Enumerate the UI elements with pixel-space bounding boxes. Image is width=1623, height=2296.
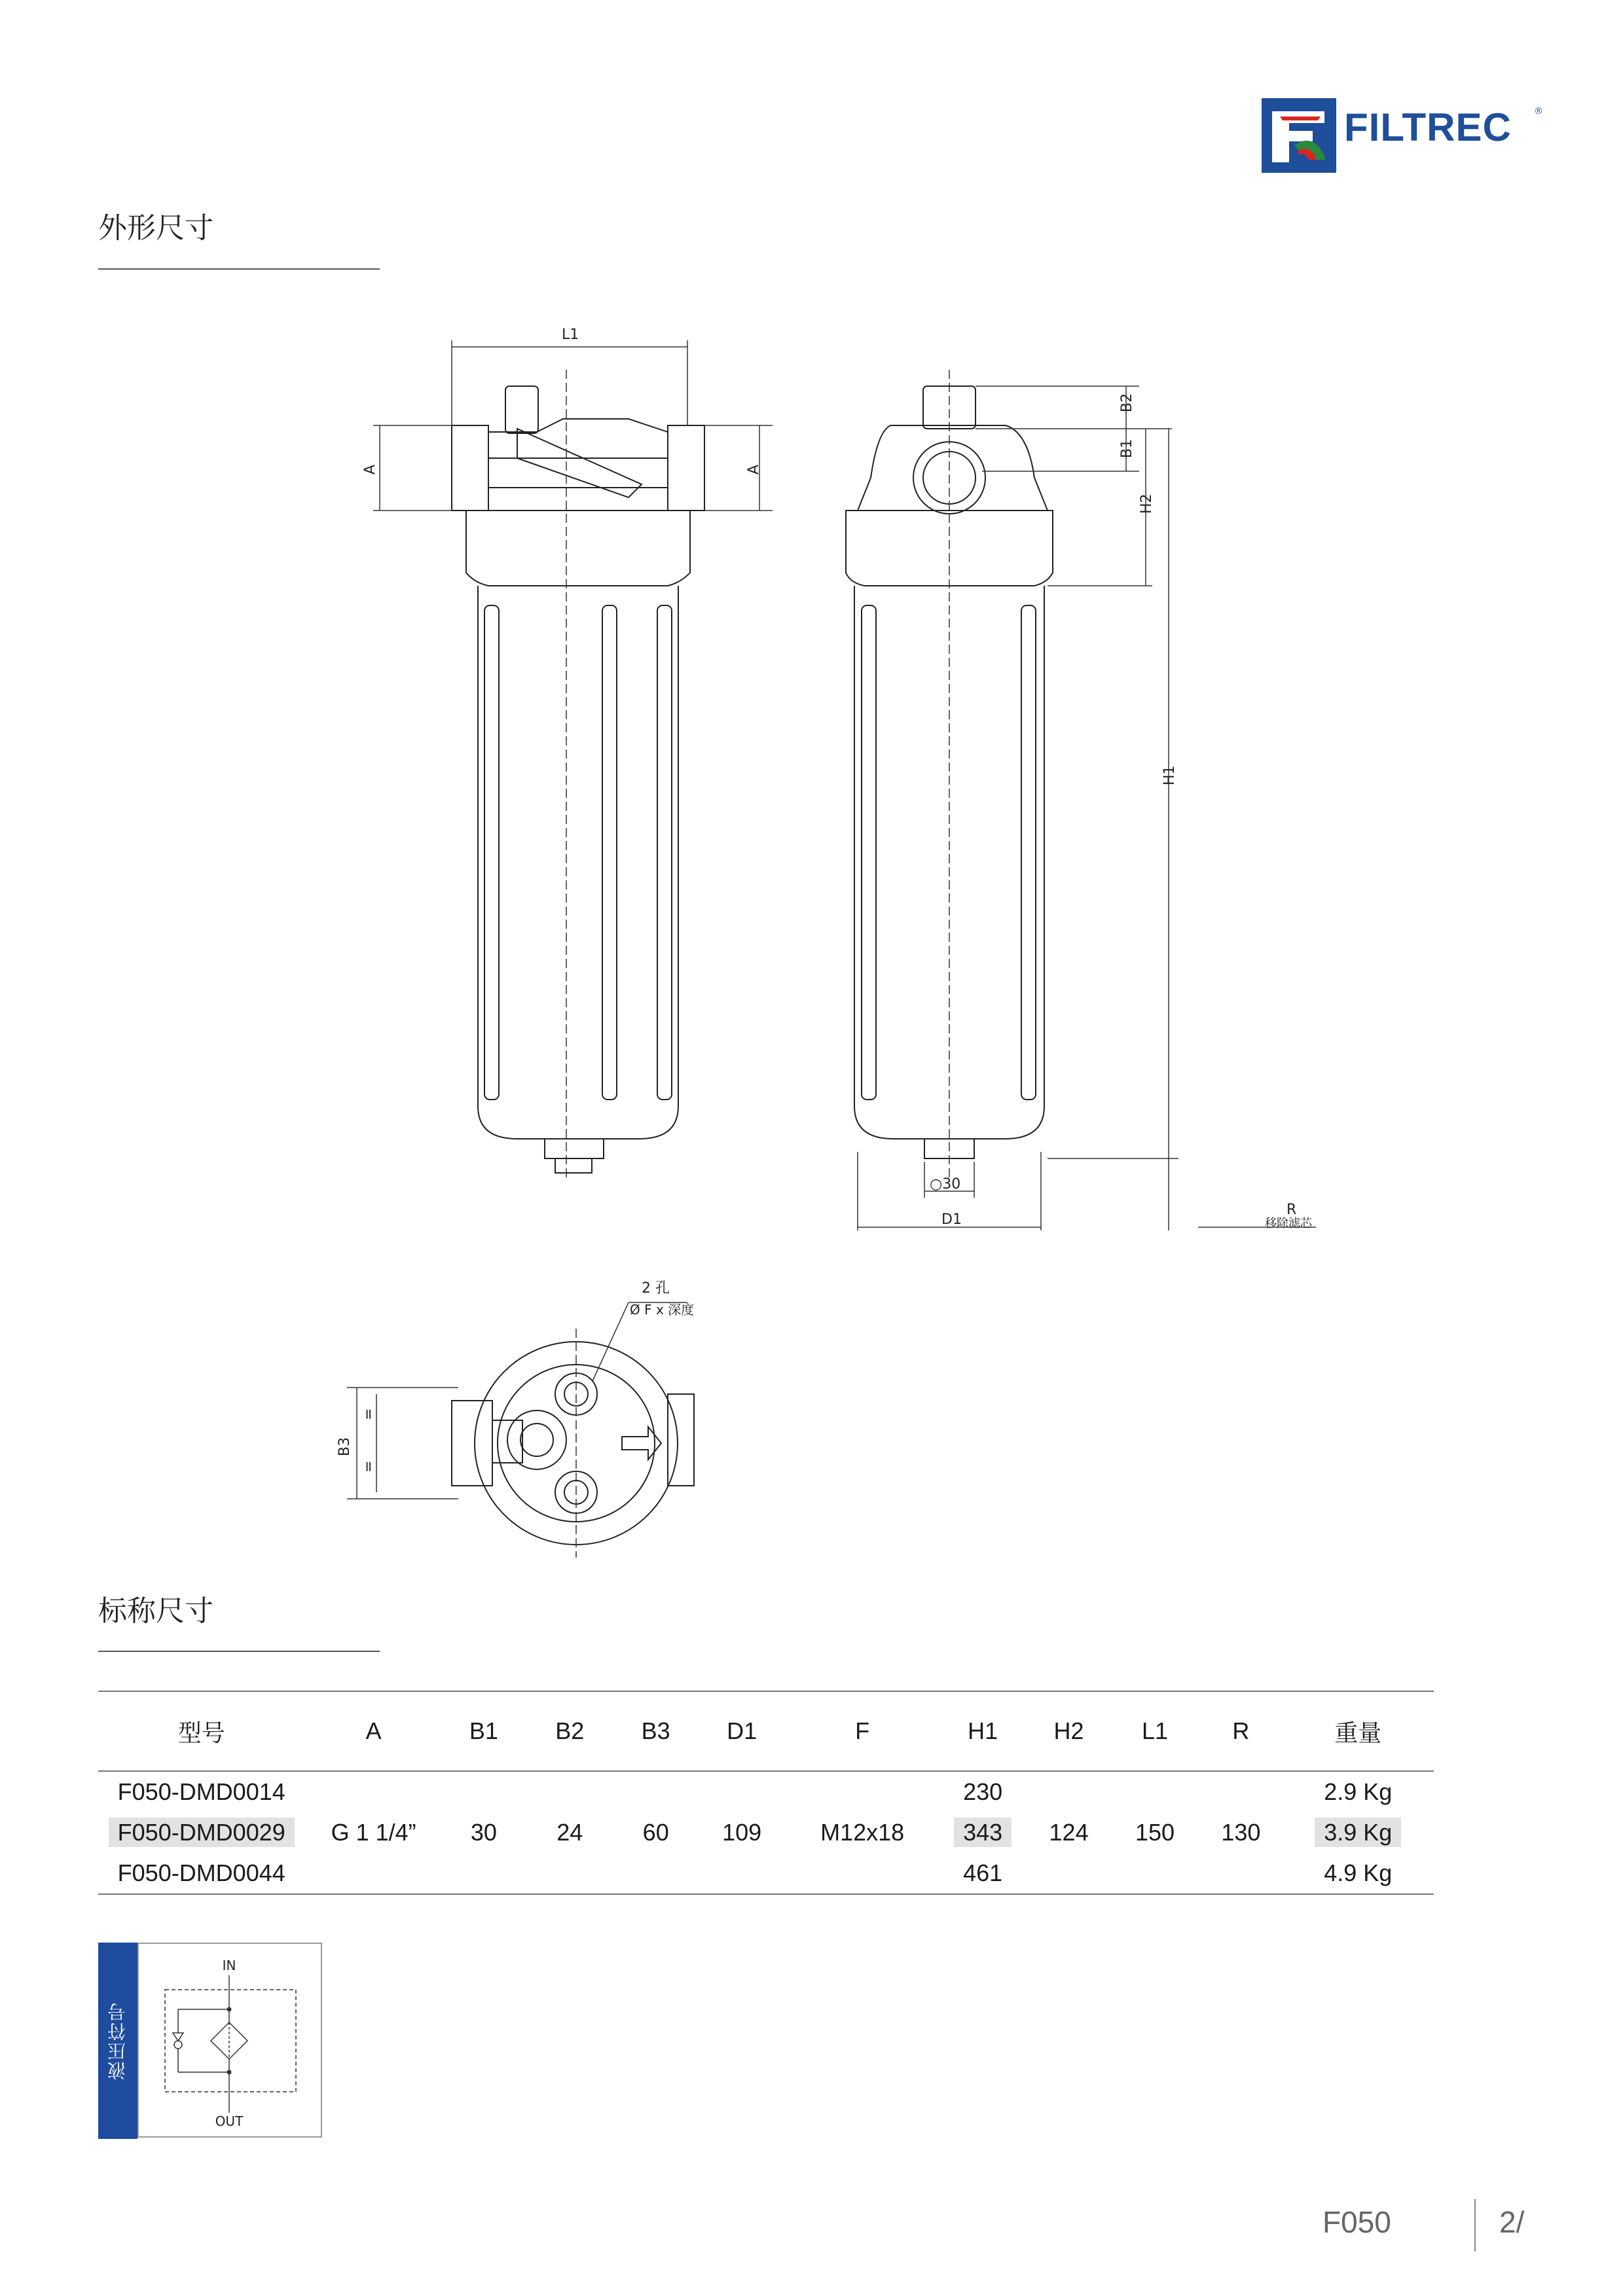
col-header: B3 [615,1691,697,1771]
h1-cell: 230 [963,1778,1003,1805]
footer-product-code: F050 [1322,2205,1391,2239]
hole-thread-note: Ø F x 深度 [630,1302,695,1318]
f-cell: M12x18 [820,1819,905,1846]
model-cell: F050-DMD0029 [109,1818,295,1847]
hydraulic-symbol-label: 液压符号 [107,2001,128,2080]
col-header: 重量 [1283,1691,1434,1771]
col-header: A [304,1691,442,1771]
table-header-row [98,1691,1434,1771]
col-header: F [786,1691,938,1771]
weight-cell: 3.9 Kg [1315,1818,1401,1847]
symbol-in-label: IN [222,1958,236,1973]
dim-eq-top: = [361,1408,377,1420]
a-cell: G 1 1/4” [331,1819,416,1846]
dim-remove-note: 移除滤芯 [1265,1217,1312,1230]
l1-cell: 150 [1135,1819,1175,1846]
nominal-title: 标称尺寸 [98,1594,213,1628]
model-cell: F050-DMD0014 [117,1778,285,1805]
dim-a-right: A [746,464,762,475]
dimensions-title: 外形尺寸 [98,211,213,245]
table-row [98,1771,1434,1812]
col-header: B2 [525,1691,615,1771]
b3-cell: 60 [642,1819,669,1846]
footer-page-number: 2/ [1499,2205,1525,2239]
dim-d1: D1 [941,1211,962,1228]
nominal-title-rule [98,1651,380,1652]
b2-cell: 24 [556,1819,583,1846]
h2-cell: 124 [1049,1819,1089,1846]
bottom-view [452,1342,694,1545]
dim-r: R [1286,1202,1297,1218]
dim-eq-bottom: = [361,1460,377,1473]
h1-cell: 343 [954,1818,1012,1847]
dim-h2: H2 [1139,493,1155,514]
front-view [452,386,704,1173]
brand-name: FILTREC [1344,105,1512,149]
col-header: R [1199,1691,1282,1771]
dim-b1: B1 [1119,439,1135,458]
hole-count-note: 2 孔 [642,1280,670,1297]
dim-l1: L1 [562,327,579,343]
model-cell: F050-DMD0044 [98,1853,304,1894]
weight-cell: 4.9 Kg [1283,1853,1434,1894]
hydraulic-symbol-box [137,1943,322,2138]
r-cell: 130 [1221,1819,1261,1846]
col-header: 型号 [98,1691,304,1771]
table-row [98,1853,1434,1894]
h1-cell: 461 [938,1853,1028,1894]
dim-b2: B2 [1119,393,1135,412]
table-row [98,1812,1434,1853]
dim-a-left: A [362,464,378,475]
registered-mark: ® [1534,106,1543,117]
footer-divider [1474,2199,1476,2251]
hydraulic-symbol-tab [98,1943,137,2139]
dim-dia30: ○30 [930,1176,961,1193]
col-header: L1 [1110,1691,1200,1771]
dim-h1: H1 [1161,765,1178,785]
col-header: H2 [1027,1691,1110,1771]
symbol-out-label: OUT [215,2113,244,2129]
weight-cell: 2.9 Kg [1324,1778,1393,1805]
d1-cell: 109 [722,1819,762,1846]
dimensions-table [98,1691,1434,1895]
dim-b3: B3 [337,1437,353,1456]
col-header: B1 [443,1691,525,1771]
hydraulic-filter-symbol [139,1944,321,2136]
col-header: D1 [697,1691,787,1771]
col-header: H1 [938,1691,1028,1771]
b1-cell: 30 [470,1819,497,1846]
